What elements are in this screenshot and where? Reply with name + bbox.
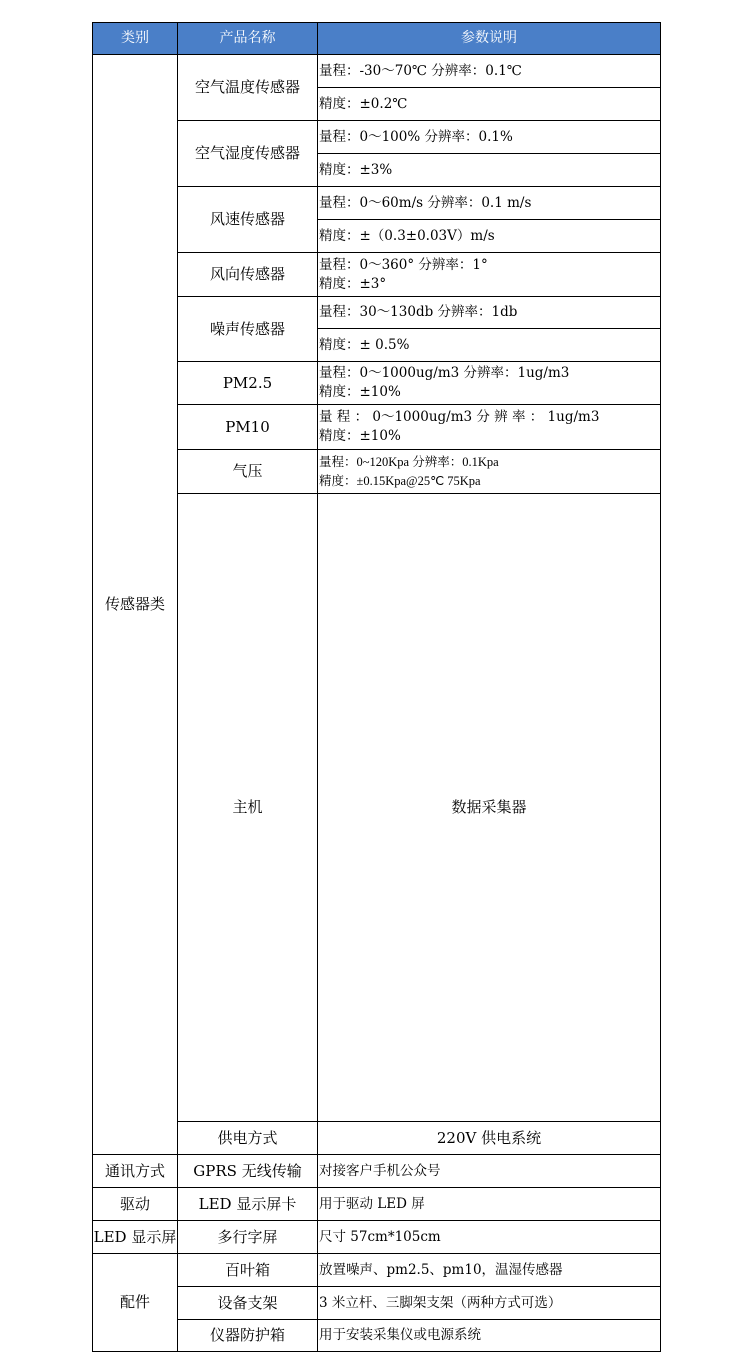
table-row xyxy=(93,1320,661,1352)
category-comm: 通讯方式 xyxy=(93,1155,178,1188)
table-row xyxy=(93,362,661,405)
table-row xyxy=(93,55,661,88)
table-row xyxy=(93,1155,661,1188)
category-led: LED 显示屏 xyxy=(93,1221,178,1254)
param-accuracy: 精度：±0.2℃ xyxy=(318,88,661,121)
table-row xyxy=(93,121,661,154)
table-row xyxy=(93,494,661,1122)
product-name: PM2.5 xyxy=(178,362,318,405)
table-row xyxy=(93,1122,661,1155)
param-accessory: 3 米立杆、三脚架支架（两种方式可选） xyxy=(318,1287,661,1320)
table-row xyxy=(93,450,661,494)
product-name: 空气湿度传感器 xyxy=(178,121,318,187)
param-range: 量程：-30～70℃ 分辨率：0.1℃ xyxy=(318,55,661,88)
product-name: 多行字屏 xyxy=(178,1221,318,1254)
param-range: 量程：0~120Kpa 分辨率：0.1Kpa xyxy=(319,454,499,469)
category-sensors: 传感器类 xyxy=(93,55,178,1155)
table-row xyxy=(93,1221,661,1254)
param-accuracy: 精度：±10% xyxy=(319,428,401,444)
param-range: 量程：30～130db 分辨率：1db xyxy=(318,297,661,329)
product-name: 仪器防护箱 xyxy=(178,1320,318,1352)
table-row xyxy=(93,405,661,450)
table-row xyxy=(93,1287,661,1320)
param-accuracy: 精度：± 0.5% xyxy=(318,329,661,362)
product-name: PM10 xyxy=(178,405,318,450)
product-name: LED 显示屏卡 xyxy=(178,1188,318,1221)
param-accuracy: 精度：±0.15Kpa@25℃ 75Kpa xyxy=(319,473,481,488)
product-name: 风向传感器 xyxy=(178,253,318,297)
product-name: 百叶箱 xyxy=(178,1254,318,1287)
param-range: 量程：0～1000ug/m3 分辨率：1ug/m3 xyxy=(319,365,570,381)
table-row xyxy=(93,297,661,329)
param-cell xyxy=(318,450,661,494)
product-name: 空气温度传感器 xyxy=(178,55,318,121)
category-power: 供电方式 xyxy=(178,1122,318,1155)
header-row xyxy=(93,23,661,55)
param-drive: 用于驱动 LED 屏 xyxy=(318,1188,661,1221)
header-category: 类别 xyxy=(93,23,178,55)
product-name: GPRS 无线传输 xyxy=(178,1155,318,1188)
param-range: 量程：0～60m/s 分辨率：0.1 m/s xyxy=(318,187,661,220)
table-row xyxy=(93,1254,661,1287)
param-accuracy: 精度：±10% xyxy=(319,384,401,400)
product-name: 风速传感器 xyxy=(178,187,318,253)
product-name: 数据采集器 xyxy=(318,494,661,1122)
param-accessory: 用于安装采集仪或电源系统 xyxy=(318,1320,661,1352)
product-name: 气压 xyxy=(178,450,318,494)
header-params: 参数说明 xyxy=(318,23,661,55)
category-accessories: 配件 xyxy=(93,1254,178,1352)
param-accuracy: 精度：±3° xyxy=(319,275,387,292)
param-range: 量程：0～360° 分辨率：1° xyxy=(319,256,488,273)
table-row xyxy=(93,1188,661,1221)
param-comm: 对接客户手机公众号 xyxy=(318,1155,661,1188)
param-range: 量程：0～100% 分辨率：0.1% xyxy=(318,121,661,154)
product-name: 220V 供电系统 xyxy=(318,1122,661,1155)
header-product: 产品名称 xyxy=(178,23,318,55)
param-led: 尺寸 57cm*105cm xyxy=(318,1221,661,1254)
param-accuracy: 精度：±（0.3±0.03V）m/s xyxy=(318,220,661,253)
param-cell xyxy=(318,253,661,297)
category-drive: 驱动 xyxy=(93,1188,178,1221)
param-accessory: 放置噪声、pm2.5、pm10，温湿传感器 xyxy=(318,1254,661,1287)
table-row xyxy=(93,187,661,220)
param-cell xyxy=(318,405,661,450)
param-cell xyxy=(318,362,661,405)
product-name: 噪声传感器 xyxy=(178,297,318,362)
param-range: 量 程 ： 0～1000ug/m3 分 辨 率 ： 1ug/m3 xyxy=(319,409,600,425)
table-row xyxy=(93,253,661,297)
product-name: 设备支架 xyxy=(178,1287,318,1320)
spec-table xyxy=(92,22,661,1352)
param-accuracy: 精度：±3% xyxy=(318,154,661,187)
category-host: 主机 xyxy=(178,494,318,1122)
